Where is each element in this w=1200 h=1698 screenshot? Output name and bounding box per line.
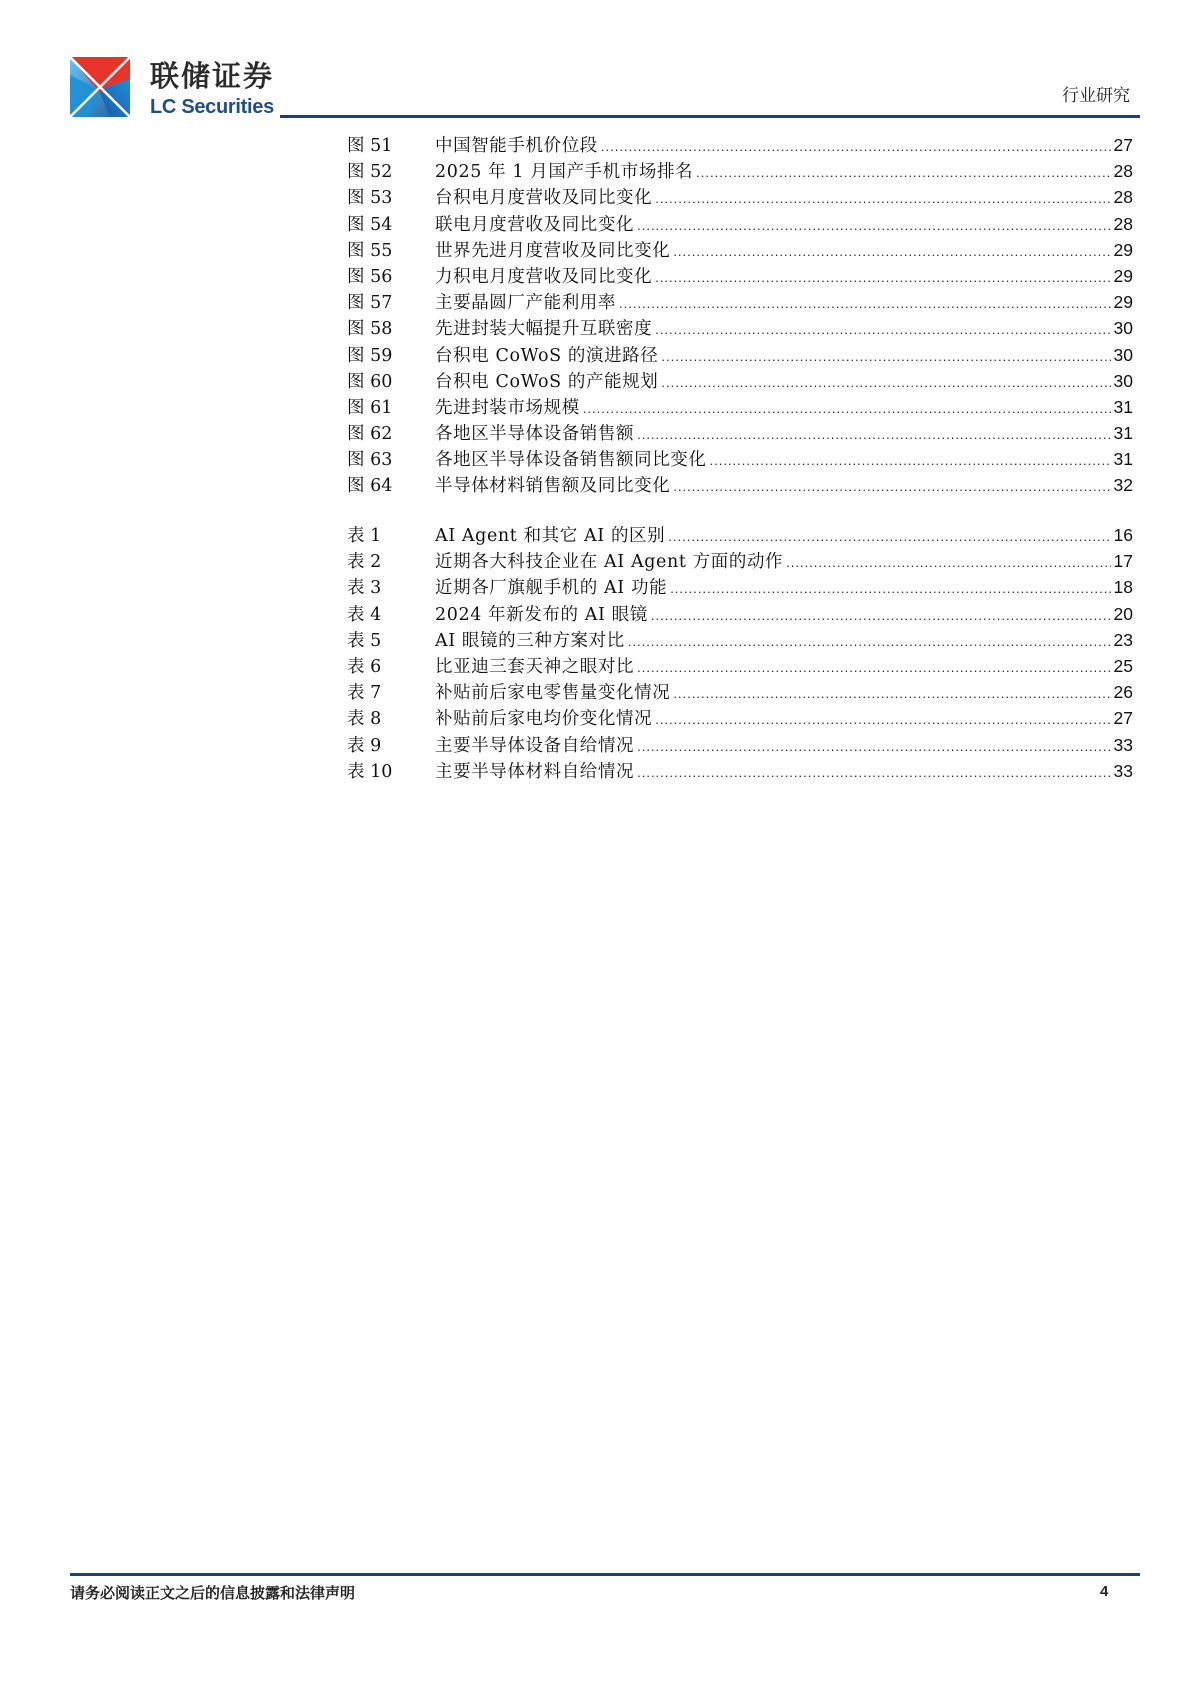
toc-entry-page[interactable]: 28 xyxy=(1113,213,1133,234)
toc-entry-number: 图 62 xyxy=(347,424,393,445)
toc-entry-page[interactable]: 31 xyxy=(1113,423,1133,444)
toc-entry-page[interactable]: 32 xyxy=(1113,475,1133,496)
footer-disclaimer: 请务必阅读正文之后的信息披露和法律声明 xyxy=(70,1584,356,1602)
toc-entry-page[interactable]: 28 xyxy=(1113,161,1133,182)
toc-entry-title[interactable]: 近期各大科技企业在 AI Agent 方面的动作 xyxy=(435,552,784,573)
toc-entry-title[interactable]: 各地区半导体设备销售额 xyxy=(435,424,635,445)
toc-entry-title[interactable]: 2024 年新发布的 AI 眼镜 xyxy=(435,604,648,625)
table-toc-entry[interactable] xyxy=(347,522,1133,548)
toc-entry-title[interactable]: 联电月度营收及同比变化 xyxy=(435,214,635,235)
figure-toc-entry[interactable] xyxy=(347,394,1133,420)
table-toc-entry[interactable] xyxy=(347,705,1133,731)
toc-entry-title[interactable]: 台积电 CoWoS 的演进路径 xyxy=(435,345,659,366)
toc-entry-number: 图 53 xyxy=(347,188,393,209)
toc-entry-number: 图 51 xyxy=(347,136,393,156)
toc-entry-page[interactable]: 29 xyxy=(1113,292,1133,313)
toc-entry-page[interactable]: 30 xyxy=(1113,344,1133,365)
toc-entry-page[interactable]: 30 xyxy=(1113,318,1133,339)
toc-entry-title[interactable]: 2025 年 1 月国产手机市场排名 xyxy=(435,162,694,183)
lc-securities-logo-icon xyxy=(70,57,130,117)
toc-entry-number: 图 61 xyxy=(347,397,393,418)
figure-toc-entry[interactable] xyxy=(347,446,1133,472)
toc-entry-number: 表 6 xyxy=(347,656,382,677)
toc-dot-leader xyxy=(786,550,1110,576)
toc-entry-title[interactable]: 世界先进月度营收及同比变化 xyxy=(435,240,671,261)
toc-dot-leader xyxy=(673,239,1110,265)
toc-entry-number: 图 58 xyxy=(347,319,393,340)
toc-entry-number: 表 9 xyxy=(347,735,382,756)
toc-dot-leader xyxy=(651,603,1111,629)
toc-dot-leader xyxy=(668,524,1110,550)
toc-entry-number: 图 60 xyxy=(347,371,393,392)
toc-entry-page[interactable]: 29 xyxy=(1113,265,1133,286)
toc-dot-leader xyxy=(655,265,1110,291)
toc-dot-leader xyxy=(637,760,1110,786)
toc-entry-page[interactable]: 18 xyxy=(1113,577,1133,598)
figure-toc-entry[interactable] xyxy=(347,368,1133,394)
toc-entry-page[interactable]: 28 xyxy=(1113,187,1133,208)
toc-entry-page[interactable]: 25 xyxy=(1113,655,1133,676)
toc-entry-title[interactable]: 比亚迪三套天神之眼对比 xyxy=(435,656,635,677)
toc-dot-leader xyxy=(673,474,1110,500)
table-toc-entry[interactable] xyxy=(347,732,1133,758)
toc-entry-number: 表 8 xyxy=(347,709,382,730)
table-toc-entry[interactable] xyxy=(347,627,1133,653)
header-divider xyxy=(280,115,1140,118)
toc-entry-page[interactable]: 23 xyxy=(1113,629,1133,650)
toc-dot-leader xyxy=(619,291,1111,317)
toc-entry-number: 图 52 xyxy=(347,162,393,183)
toc-entry-title[interactable]: 近期各厂旗舰手机的 AI 功能 xyxy=(435,578,668,599)
toc-entry-title[interactable]: 力积电月度营收及同比变化 xyxy=(435,266,653,287)
figure-toc-entry[interactable] xyxy=(347,158,1133,184)
table-toc-entry[interactable] xyxy=(347,601,1133,627)
toc-entry-title[interactable]: 先进封装大幅提升互联密度 xyxy=(435,319,653,340)
table-toc-entry[interactable] xyxy=(347,653,1133,679)
toc-entry-title[interactable]: 主要晶圆厂产能利用率 xyxy=(435,293,616,314)
figure-toc-entry[interactable] xyxy=(347,420,1133,446)
toc-entry-page[interactable]: 29 xyxy=(1113,239,1133,260)
figure-toc-entry[interactable] xyxy=(347,132,1133,158)
toc-dot-leader xyxy=(661,344,1110,370)
figure-toc-entry[interactable] xyxy=(347,289,1133,315)
figure-toc-entry[interactable] xyxy=(347,211,1133,237)
toc-entry-number: 图 55 xyxy=(347,240,393,261)
toc-entry-title[interactable]: 补贴前后家电均价变化情况 xyxy=(435,709,653,730)
toc-dot-leader xyxy=(661,370,1110,396)
table-toc-entry[interactable] xyxy=(347,758,1133,784)
toc-dot-leader xyxy=(583,396,1111,422)
toc-dot-leader xyxy=(637,734,1110,760)
toc-entry-title[interactable]: AI 眼镜的三种方案对比 xyxy=(435,630,625,651)
toc-dot-leader xyxy=(655,317,1110,343)
toc-dot-leader xyxy=(655,186,1110,212)
figure-toc-entry[interactable] xyxy=(347,315,1133,341)
footer-divider xyxy=(70,1573,1140,1576)
toc-entry-title[interactable]: 中国智能手机价位段 xyxy=(435,136,598,156)
toc-entry-page[interactable]: 33 xyxy=(1113,760,1133,781)
toc-entry-title[interactable]: 台积电月度营收及同比变化 xyxy=(435,188,653,209)
toc-entry-title[interactable]: 主要半导体材料自给情况 xyxy=(435,761,635,782)
toc-dot-leader xyxy=(710,448,1111,474)
toc-dot-leader xyxy=(655,707,1110,733)
table-toc-entry[interactable] xyxy=(347,548,1133,574)
toc-dot-leader xyxy=(696,160,1110,186)
toc-entry-page[interactable]: 26 xyxy=(1113,682,1133,703)
toc-entry-number: 图 64 xyxy=(347,476,393,497)
toc-dot-leader xyxy=(673,681,1110,707)
toc-entry-title[interactable]: 各地区半导体设备销售额同比变化 xyxy=(435,450,707,471)
toc-entry-title[interactable]: 半导体材料销售额及同比变化 xyxy=(435,476,671,497)
brand-name-en: LC Securities xyxy=(150,96,274,118)
toc-entry-page[interactable]: 20 xyxy=(1113,603,1133,624)
toc-dot-leader xyxy=(601,134,1111,160)
table-toc-entry[interactable] xyxy=(347,574,1133,600)
toc-entry-page[interactable]: 16 xyxy=(1113,525,1133,545)
figure-toc-entry[interactable] xyxy=(347,342,1133,368)
toc-entry-title[interactable]: 主要半导体设备自给情况 xyxy=(435,735,635,756)
toc-entry-number: 表 10 xyxy=(347,761,393,782)
figure-toc-entry[interactable] xyxy=(347,472,1133,498)
toc-entry-number: 图 57 xyxy=(347,293,393,314)
toc-entry-page[interactable]: 30 xyxy=(1113,370,1133,391)
figure-list xyxy=(347,132,1133,499)
toc-dot-leader xyxy=(670,576,1110,602)
toc-entry-page[interactable]: 27 xyxy=(1113,135,1133,155)
toc-entry-page[interactable]: 27 xyxy=(1113,708,1133,729)
toc-entry-title[interactable]: AI Agent 和其它 AI 的区别 xyxy=(435,526,666,546)
toc-entry-number: 表 5 xyxy=(347,630,382,651)
toc-entry-number: 图 56 xyxy=(347,266,393,287)
toc-entry-title[interactable]: 先进封装市场规模 xyxy=(435,397,580,418)
toc-entry-page[interactable]: 33 xyxy=(1113,734,1133,755)
toc-entry-number: 图 63 xyxy=(347,450,393,471)
page-header xyxy=(0,0,1200,120)
toc-dot-leader xyxy=(628,629,1111,655)
figure-toc-entry[interactable] xyxy=(347,184,1133,210)
toc-entry-number: 表 2 xyxy=(347,552,382,573)
toc-entry-page[interactable]: 31 xyxy=(1113,449,1133,470)
toc-entry-number: 表 4 xyxy=(347,604,382,625)
toc-entry-page[interactable]: 17 xyxy=(1113,551,1133,572)
figure-toc-entry[interactable] xyxy=(347,263,1133,289)
table-toc-entry[interactable] xyxy=(347,679,1133,705)
toc-entry-title[interactable]: 补贴前后家电零售量变化情况 xyxy=(435,683,671,704)
page-number: 4 xyxy=(1100,1583,1109,1600)
toc-dot-leader xyxy=(637,422,1110,448)
toc-dot-leader xyxy=(637,213,1110,239)
toc-dot-leader xyxy=(637,655,1110,681)
toc-entry-page[interactable]: 31 xyxy=(1113,396,1133,417)
table-list xyxy=(347,522,1133,784)
toc-entry-number: 图 54 xyxy=(347,214,393,235)
figure-toc-entry[interactable] xyxy=(347,237,1133,263)
toc-entry-number: 表 1 xyxy=(347,526,382,546)
toc-entry-number: 图 59 xyxy=(347,345,393,366)
toc-entry-title[interactable]: 台积电 CoWoS 的产能规划 xyxy=(435,371,659,392)
toc-entry-number: 表 7 xyxy=(347,683,382,704)
section-tag: 行业研究 xyxy=(1062,86,1130,106)
toc-entry-number: 表 3 xyxy=(347,578,382,599)
brand-name-cn: 联储证券 xyxy=(150,59,275,93)
